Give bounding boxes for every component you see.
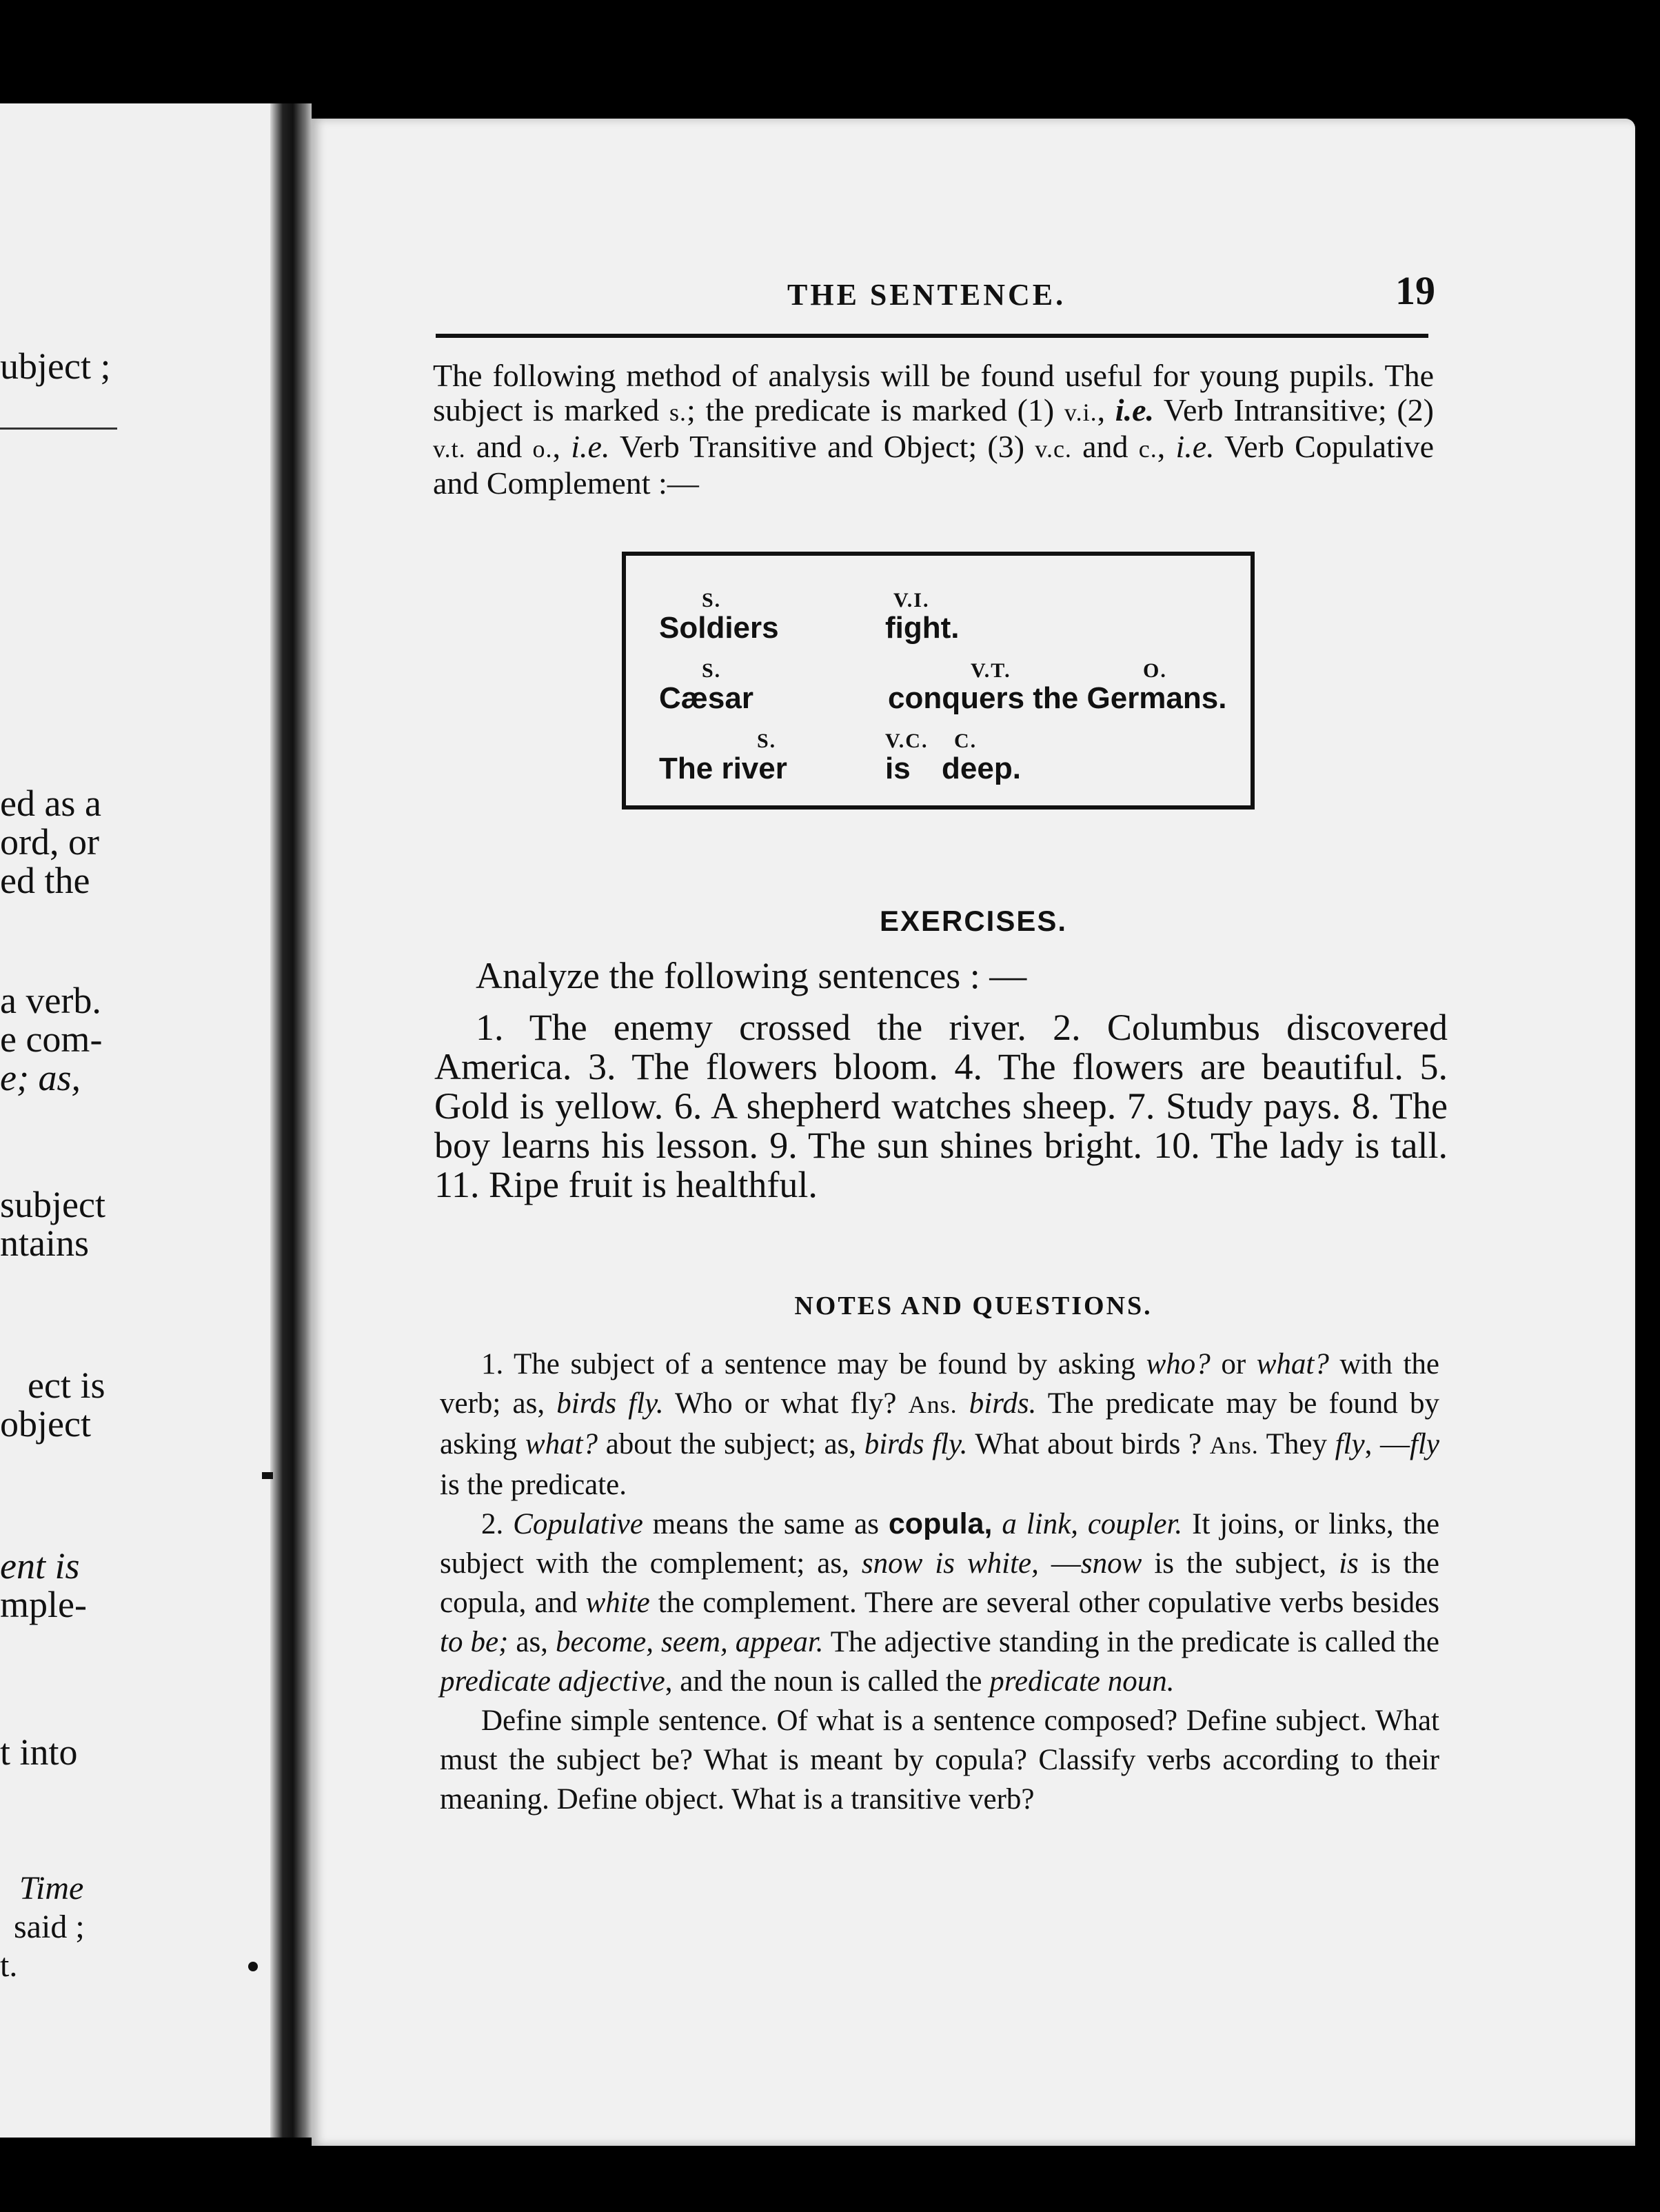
- header-rule: [436, 334, 1428, 338]
- verb-copulative-mark: V.C.: [885, 730, 929, 752]
- example-subject: Cæsar: [659, 681, 753, 715]
- exercises-heading: EXERCISES.: [879, 905, 1068, 937]
- analysis-box: [622, 552, 1255, 810]
- note-1: 1. The subject of a sentence may be found by asking who? or what? with the verb; as, birds fly. Who or what fly? Ans. birds. The predicate may be found by asking what? about the subject; as, birds fly. What about birds ? Ans. They fly, —fly is the predicate.: [440, 1348, 1439, 1501]
- running-title: THE SENTENCE.: [787, 278, 1066, 312]
- subject-mark: S.: [757, 730, 777, 752]
- example-verb: is: [885, 752, 911, 785]
- left-text-fragment: e; as,: [0, 1057, 81, 1098]
- example-verb: fight.: [885, 611, 960, 645]
- object-mark: O.: [1143, 659, 1167, 682]
- intro-paragraph: The following method of analysis will be found useful for young pupils. The subject is marked s.; the predicate is marked (1) v.i., i.e. Verb Intransitive; (2) v.t. and o., i.e. Verb Transitive and Object; (3) v.c. and c., i.e. Verb Copulative and Complement :—: [433, 358, 1435, 501]
- exercise-sentences: 1. The enemy crossed the river. 2. Columbus discovered America. 3. The flowers bloom. 4. The flowers are beautiful. 5. Gold is yellow. 6. A shepherd watches sheep. 7. Study pays. 8. The boy learns his lesson. 9. The sun shines bright. 10. The lady is tall. 11. Ripe fruit is healthful.: [434, 1007, 1448, 1205]
- book-gutter: [270, 103, 312, 2138]
- subject-mark: S.: [702, 589, 722, 612]
- left-text-fragment: Time: [19, 1870, 84, 1907]
- left-text-fragment: e com-: [0, 1018, 103, 1060]
- left-text-fragment: ed as a: [0, 783, 101, 824]
- example-subject: The river: [659, 752, 787, 785]
- left-text-fragment: ntains: [0, 1223, 89, 1264]
- running-head: [312, 268, 1635, 325]
- spine-mark: [262, 1472, 273, 1479]
- left-text-fragment: ubject ;: [0, 345, 111, 387]
- left-text-fragment: ord, or: [0, 821, 99, 863]
- spine-mark: [248, 1962, 258, 1971]
- left-page: [0, 103, 270, 2138]
- left-text-fragment: ect is: [28, 1365, 105, 1406]
- left-text-fragment: mple-: [0, 1584, 87, 1625]
- example-subject: Soldiers: [659, 611, 779, 645]
- left-text-fragment: t.: [0, 1947, 18, 1984]
- right-page: [312, 119, 1635, 2146]
- left-text-fragment: a verb.: [0, 980, 101, 1021]
- note-2: 2. Copulative means the same as copula, a link, coupler. It joins, or links, the subject with the complement; as, snow is white, —snow is the subject, is is the copula, and white the complement. There are several other copulative verbs besides to be; as, become, seem, appear. The adjective standing in the predicate is called the predicate adjective, and the noun is called the predicate noun.: [440, 1507, 1440, 1698]
- left-text-fragment: object: [0, 1403, 91, 1445]
- review-questions: Define simple sentence. Of what is a sentence composed? Define subject. What must the subject be? What is meant by copula? Classify verbs according to their meaning. Define object. What is a transitive verb?: [440, 1705, 1439, 1816]
- notes-section: [440, 1345, 1439, 1819]
- complement-mark: C.: [954, 730, 978, 752]
- example-complement: deep.: [942, 752, 1021, 785]
- notes-heading: NOTES AND QUESTIONS.: [794, 1291, 1153, 1320]
- verb-intransitive-mark: V.I.: [893, 589, 930, 612]
- page-number: 19: [1395, 268, 1435, 313]
- exercises-instruction: Analyze the following sentences : —: [476, 955, 1027, 996]
- verb-transitive-mark: V.T.: [971, 659, 1011, 682]
- left-text-fragment: ed the: [0, 860, 90, 901]
- left-text-fragment: said ;: [14, 1909, 85, 1945]
- left-text-fragment: subject: [0, 1184, 105, 1225]
- left-page-rule: [0, 428, 117, 430]
- left-text-fragment: t into: [0, 1731, 78, 1773]
- subject-mark: S.: [702, 659, 722, 682]
- left-text-fragment: ent is: [0, 1545, 80, 1587]
- example-predicate: conquers the Germans.: [888, 681, 1227, 715]
